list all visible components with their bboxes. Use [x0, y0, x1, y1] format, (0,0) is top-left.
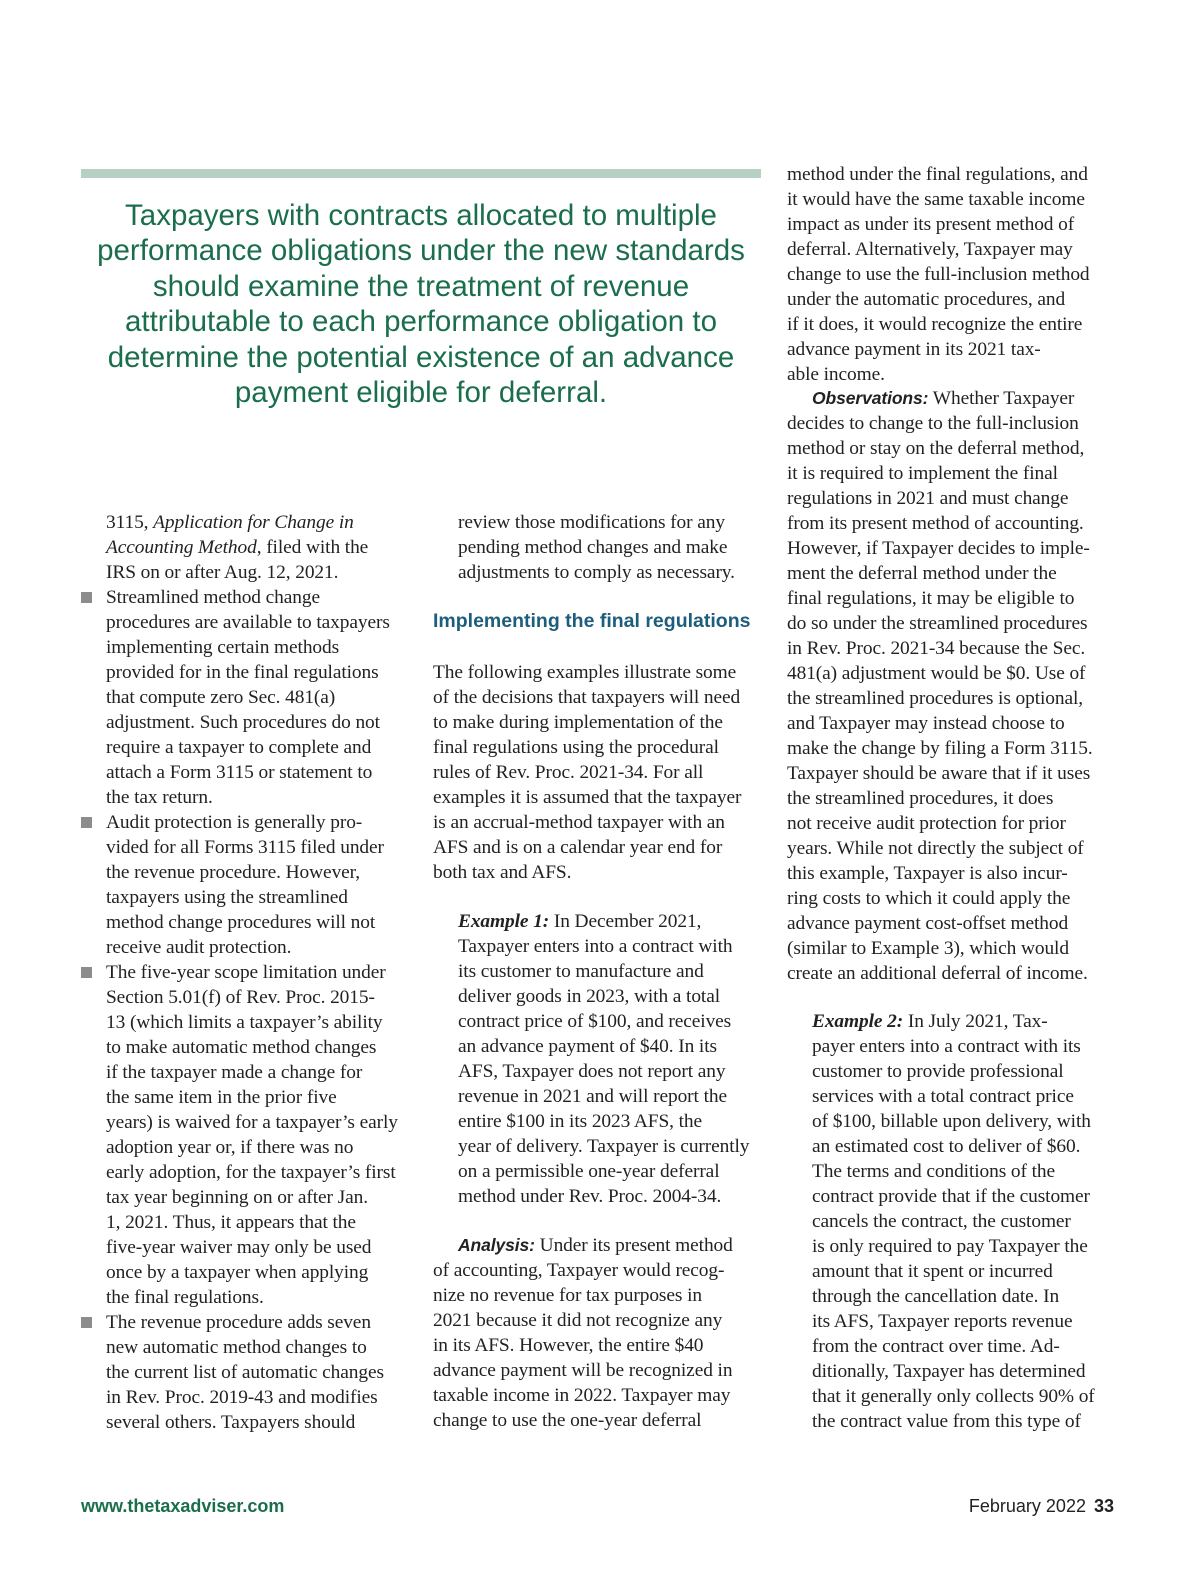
example-label: Example 2: [812, 1011, 904, 1032]
pull-quote-rule [81, 169, 761, 178]
text-line: entire $100 in its 2023 AFS, the [458, 1111, 703, 1132]
text-line: that compute zero Sec. 481(a) [106, 687, 336, 708]
text-line: Analysis: Under its present method [458, 1235, 733, 1256]
text-line: customer to provide professional [812, 1061, 1064, 1082]
pull-quote: Taxpayers with contracts allocated to multiple performance obligations under the new standards should examine the treatment of revenue attributable to each performance obligation to determine the potential existence of an advance payment eligible for deferral. [97, 199, 745, 410]
text-line: However, if Taxpayer decides to imple- [787, 538, 1090, 559]
text-line: method under the final regulations, and [787, 164, 1088, 185]
text-line: adjustment. Such procedures do not [106, 712, 380, 733]
text-line: it would have the same taxable income [787, 189, 1085, 210]
text-line: deferral. Alternatively, Taxpayer may [787, 239, 1073, 260]
text-line: (similar to Example 3), which would [787, 938, 1069, 959]
text-line: the streamlined procedures, it does [787, 788, 1054, 809]
text-line: the streamlined procedures is optional, [787, 688, 1084, 709]
text-line: taxable income in 2022. Taxpayer may [433, 1385, 731, 1406]
text-line: do so under the streamlined procedures [787, 613, 1088, 634]
text-line: of the decisions that taxpayers will need [433, 687, 741, 708]
text-line: receive audit protection. [106, 937, 292, 958]
footer-website-link[interactable]: www.thetaxadviser.com [81, 1496, 285, 1516]
text-line: the contract value from this type of [812, 1411, 1081, 1432]
text-line: provided for in the final regulations [106, 662, 379, 683]
text-line: from its present method of accounting. [787, 513, 1084, 534]
text-line: final regulations, it may be eligible to [787, 588, 1075, 609]
text-line: adoption year or, if there was no [106, 1137, 354, 1158]
text-line: ditionally, Taxpayer has determined [812, 1361, 1086, 1382]
text-line: in Rev. Proc. 2019-43 and modifies [106, 1387, 378, 1408]
text-line: the same item in the prior five [106, 1087, 337, 1108]
text-line: regulations in 2021 and must change [787, 488, 1069, 509]
text-line: of $100, billable upon delivery, with [812, 1111, 1091, 1132]
text-line: Accounting Method, filed with the [106, 537, 369, 558]
text-line: revenue in 2021 and will report the [458, 1086, 727, 1107]
text-line: 2021 because it did not recognize any [433, 1310, 723, 1331]
text-line: from the contract over time. Ad- [812, 1336, 1060, 1357]
text-line: that it generally only collects 90% of [812, 1386, 1095, 1407]
text-line: implementing certain methods [106, 637, 340, 658]
text-line: final regulations using the procedural [433, 737, 719, 758]
text-line: contract provide that if the customer [812, 1186, 1090, 1207]
text-line: The terms and conditions of the [812, 1161, 1055, 1182]
bullet-square-icon [81, 592, 92, 603]
text-line: cancels the contract, the customer [812, 1211, 1071, 1232]
text-line: able income. [787, 364, 885, 385]
text-line: deliver goods in 2023, with a total [458, 986, 721, 1007]
text-line: to make during implementation of the [433, 712, 723, 733]
text-line: its customer to manufacture and [458, 961, 704, 982]
issue-date: February 2022 [968, 1496, 1086, 1516]
text-line: five-year waiver may only be used [106, 1237, 372, 1258]
text-line: pending method changes and make [458, 537, 728, 558]
text-line: of accounting, Taxpayer would recog- [433, 1260, 725, 1281]
text-line: on a permissible one-year deferral [458, 1161, 720, 1182]
text-line: not receive audit protection for prior [787, 813, 1066, 834]
text-line: rules of Rev. Proc. 2021-34. For all [433, 762, 704, 783]
text-line: year of delivery. Taxpayer is currently [458, 1136, 750, 1157]
text-line: Section 5.01(f) of Rev. Proc. 2015- [106, 987, 375, 1008]
text-line: payer enters into a contract with its [812, 1036, 1081, 1057]
text-line: review those modifications for any [458, 512, 725, 533]
text-line: an estimated cost to deliver of $60. [812, 1136, 1081, 1157]
text-line: advance payment in its 2021 tax- [787, 339, 1041, 360]
text-line: advance payment cost-offset method [787, 913, 1069, 934]
text-line: AFS, Taxpayer does not report any [458, 1061, 726, 1082]
text-line: this example, Taxpayer is also incur- [787, 863, 1068, 884]
text-line: The five-year scope limitation under [106, 962, 386, 983]
text-line: and Taxpayer may instead choose to [787, 713, 1065, 734]
text-line: if the taxpayer made a change for [106, 1062, 363, 1083]
text-line: Taxpayer should be aware that if it uses [787, 763, 1091, 784]
text-line: is an accrual-method taxpayer with an [433, 812, 725, 833]
text-line: it is required to implement the final [787, 463, 1058, 484]
page-number: 33 [1093, 1496, 1114, 1516]
text-line: contract price of $100, and receives [458, 1011, 732, 1032]
text-line: amount that it spent or incurred [812, 1261, 1053, 1282]
text-line: Audit protection is generally pro- [106, 812, 363, 833]
text-line: change to use the one-year deferral [433, 1410, 702, 1431]
text-line: is only required to pay Taxpayer the [812, 1236, 1088, 1257]
text-line: Streamlined method change [106, 587, 320, 608]
text-line: the current list of automatic changes [106, 1362, 384, 1383]
text-line: advance payment will be recognized in [433, 1360, 733, 1381]
footer-page-info [969, 1492, 1114, 1520]
text-line: method change procedures will not [106, 912, 376, 933]
text-line: 13 (which limits a taxpayer’s ability [106, 1012, 383, 1033]
text-line: The revenue procedure adds seven [106, 1312, 371, 1333]
text-line: 481(a) adjustment would be $0. Use of [787, 663, 1086, 684]
text-line: make the change by filing a Form 3115. [787, 738, 1093, 759]
text-line: new automatic method changes to [106, 1337, 367, 1358]
text-line: services with a total contract price [812, 1086, 1074, 1107]
text-line: method under Rev. Proc. 2004-34. [458, 1186, 722, 1207]
bullet-square-icon [81, 817, 92, 828]
text-line: the final regulations. [106, 1287, 264, 1308]
text-line: attach a Form 3115 or statement to [106, 762, 373, 783]
text-line: 1, 2021. Thus, it appears that the [106, 1212, 356, 1233]
text-line: years. While not directly the subject of [787, 838, 1084, 859]
observations-label: Observations: [812, 388, 929, 408]
text-line: nize no revenue for tax purposes in [433, 1285, 702, 1306]
text-line: ring costs to which it could apply the [787, 888, 1071, 909]
text-line: ment the deferral method under the [787, 563, 1057, 584]
text-line: method or stay on the deferral method, [787, 438, 1085, 459]
text-line: The following examples illustrate some [433, 662, 737, 683]
text-line: examples it is assumed that the taxpayer [433, 787, 742, 808]
text-line: impact as under its present method of [787, 214, 1075, 235]
text-line: 3115, Application for Change in [106, 512, 354, 533]
text-line: IRS on or after Aug. 12, 2021. [106, 562, 339, 583]
example-label: Example 1: [458, 911, 550, 932]
text-line: taxpayers using the streamlined [106, 887, 348, 908]
text-line: adjustments to comply as necessary. [458, 562, 735, 583]
text-line: an advance payment of $40. In its [458, 1036, 717, 1057]
text-line: in Rev. Proc. 2021-34 because the Sec. [787, 638, 1086, 659]
text-line: require a taxpayer to complete and [106, 737, 372, 758]
text-line: decides to change to the full-inclusion [787, 413, 1079, 434]
text-line: through the cancellation date. In [812, 1286, 1060, 1307]
text-line: the tax return. [106, 787, 213, 808]
text-line: under the automatic procedures, and [787, 289, 1066, 310]
section-heading: Implementing the final regulations [433, 610, 751, 632]
text-line: vided for all Forms 3115 filed under [106, 837, 384, 858]
bullet-square-icon [81, 1317, 92, 1328]
text-line: procedures are available to taxpayers [106, 612, 390, 633]
text-line: the revenue procedure. However, [106, 862, 360, 883]
analysis-label: Analysis: [458, 1235, 535, 1255]
text-line: several others. Taxpayers should [106, 1412, 356, 1433]
text-line: both tax and AFS. [433, 862, 572, 883]
text-line: create an additional deferral of income. [787, 963, 1088, 984]
bullet-square-icon [81, 967, 92, 978]
text-line: years) is waived for a taxpayer’s early [106, 1112, 398, 1133]
text-line: if it does, it would recognize the entire [787, 314, 1083, 335]
text-line: in its AFS. However, the entire $40 [433, 1335, 704, 1356]
text-line: early adoption, for the taxpayer’s first [106, 1162, 396, 1183]
text-line: change to use the full-inclusion method [787, 264, 1090, 285]
text-line: once by a taxpayer when applying [106, 1262, 369, 1283]
text-line: Example 1: In December 2021, [458, 911, 702, 932]
text-line: tax year beginning on or after Jan. [106, 1187, 368, 1208]
text-line: its AFS, Taxpayer reports revenue [812, 1311, 1073, 1332]
text-line: to make automatic method changes [106, 1037, 377, 1058]
text-line: Observations: Whether Taxpayer [812, 388, 1075, 409]
text-line: Example 2: In July 2021, Tax- [812, 1011, 1048, 1032]
text-line: AFS and is on a calendar year end for [433, 837, 723, 858]
text-line: Taxpayer enters into a contract with [458, 936, 733, 957]
